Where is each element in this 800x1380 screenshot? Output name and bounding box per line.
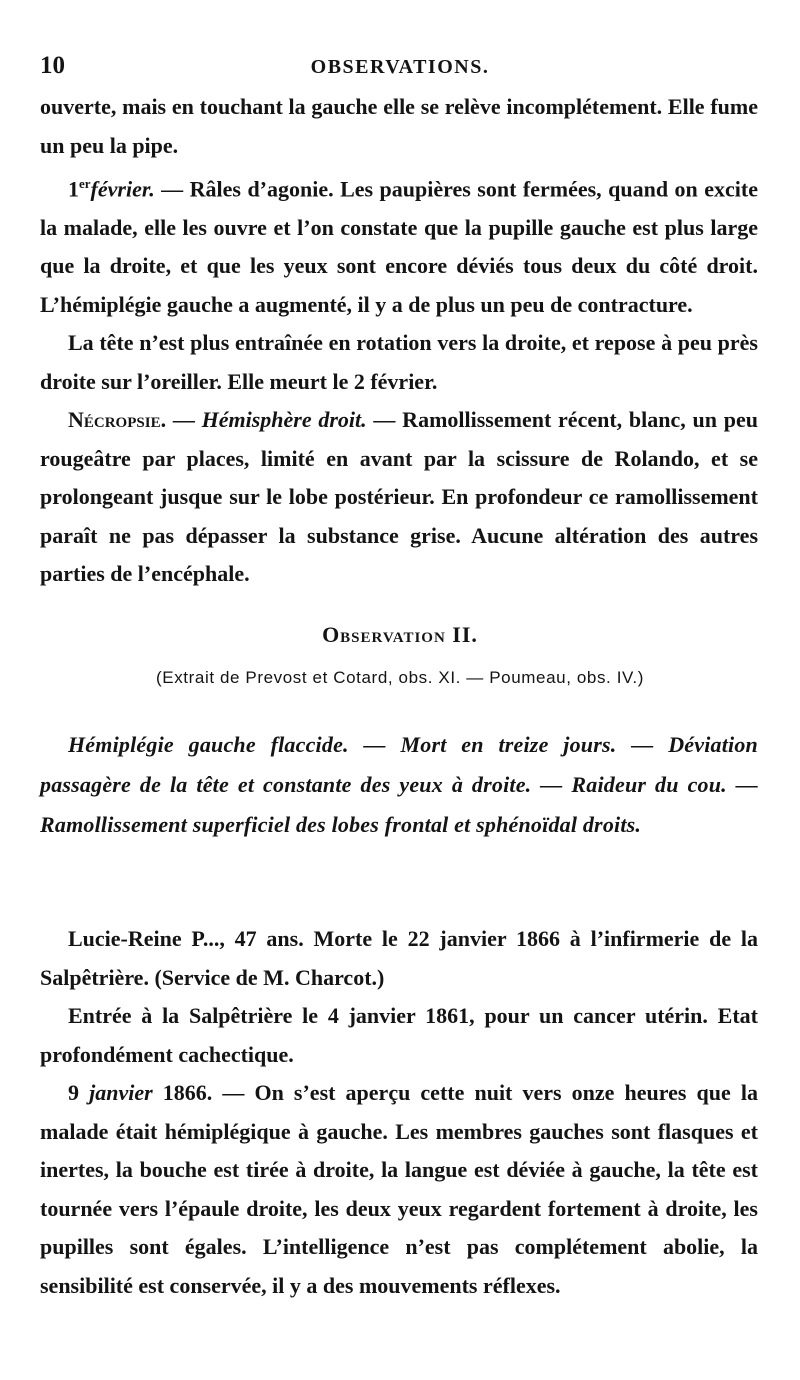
paragraph-text: — Râles d’agonie. Les paupières sont fermées, quand on excite la malade, elle les ouvre et l’on constate que la pupille gauche est plus large que la droite, et que les yeux sont encore déviés tous deux du côté droit. L’hémiplégie gauche a augmenté, il y a de plus un peu de contracture. <box>40 176 758 317</box>
paragraph-admission: Entrée à la Salpêtrière le 4 janvier 1861, pour un cancer utérin. Etat profondément cachectique. <box>40 1003 758 1067</box>
date-word: février. <box>90 176 155 202</box>
date-superscript: er <box>79 176 91 191</box>
date-number: 1 <box>68 176 79 202</box>
date-word: janvier <box>89 1080 153 1105</box>
paragraph-head-position: La tête n’est plus entraînée en rotation vers la droite, et repose à peu près droite sur l’oreiller. Elle meurt le 2 février. <box>40 330 758 394</box>
hemisphere-label: Hémisphère droit. <box>201 407 367 433</box>
source-text: (Extrait de Prevost et Cotard, obs. XI. — Poumeau <box>156 668 567 687</box>
paragraph-patient: Lucie-Reine P..., 47 ans. Morte le 22 janvier 1866 à l’infirmerie de la Salpêtrière. (Service de M. Charcot.) <box>40 926 758 990</box>
observation-summary <box>40 725 758 845</box>
separator: — <box>166 407 202 433</box>
paragraph-text: 1866. — On s’est aperçu cette nuit vers onze heures que la malade était hémiplégique à gauche. Les membres gauches sont flasques et inertes, la bouche est tirée à droite, la langue est déviée à gauche, la tête est tournée vers l’épaule droite, les deux yeux regardent fortement à droite, les pupilles sont égales. L’intelligence n’est pas complétement abolie, la sensibilité est conservée, il y a des mouvements réflexes. <box>40 1080 759 1298</box>
date-number: 9 <box>68 1080 90 1105</box>
source-text-end: , obs. IV.) <box>566 668 644 687</box>
summary-text: Hémiplégie gauche flaccide. — Mort en treize jours. — Déviation passagère de la tête et constante des yeux à droite. — Raideur du cou. — Ramollissement superficiel des lobes frontal et sphénoïdal droits. <box>40 732 758 837</box>
paragraph-necropsy <box>40 401 758 594</box>
text-block-case-2 <box>40 920 758 1305</box>
observation-title: Observation II. <box>322 622 478 647</box>
paragraph-february-entry <box>40 165 758 324</box>
paragraph-text: — Ramollissement récent, blanc, un peu rougeâtre par places, limité en avant par la scissure de Rolando, et se prolongeant jusque sur le lobe postérieur. En profondeur ce ramollissement paraît ne pas dépasser la substance grise. Aucune altération des autres parties de l’encéphale. <box>40 407 759 587</box>
text-block-case-1 <box>40 88 758 594</box>
page-header <box>40 52 760 86</box>
running-head: OBSERVATIONS. <box>310 56 490 78</box>
necropsy-label: Nécropsie. <box>68 407 167 433</box>
paragraph-continuation: ouverte, mais en touchant la gauche elle se relève incomplétement. Elle fume un peu la pipe. <box>40 94 758 158</box>
page-number: 10 <box>40 52 65 79</box>
paragraph-january-entry <box>40 1074 758 1305</box>
observation-source <box>40 668 760 688</box>
